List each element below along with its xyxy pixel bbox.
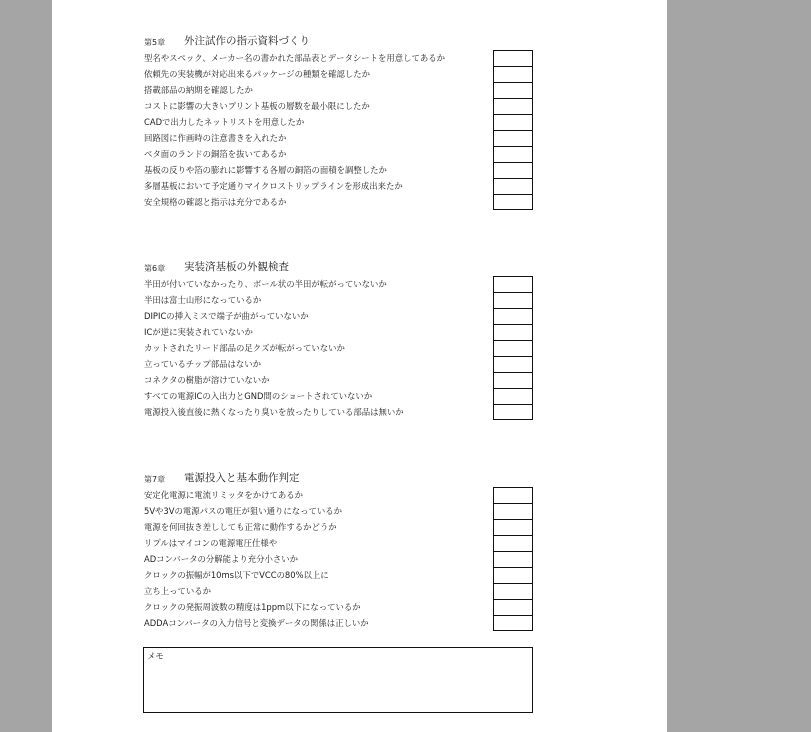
checkbox-cell[interactable] [493, 130, 533, 146]
checklist-item-text: ICが逆に実装されていないか [144, 327, 253, 337]
checklist-row [144, 356, 533, 372]
checklist-item-text: 多層基板において予定通りマイクロストリップラインを形成出来たか [144, 181, 403, 191]
checkbox-cell[interactable] [493, 66, 533, 82]
checkbox-cell[interactable] [493, 276, 533, 292]
checklist-row [144, 98, 533, 114]
checkbox-cell[interactable] [493, 404, 533, 420]
checklist-rows [144, 276, 533, 420]
checklist-row [144, 404, 533, 420]
checklist-row [144, 50, 533, 66]
checkbox-cell[interactable] [493, 292, 533, 308]
checkbox-cell[interactable] [493, 599, 533, 615]
checkbox-cell[interactable] [493, 340, 533, 356]
checklist-rows [144, 50, 533, 210]
checklist-item-text: すべての電源ICの入出力とGND間のショートされていないか [144, 391, 373, 401]
checklist-row [144, 178, 533, 194]
checklist-row [144, 583, 533, 599]
checkbox-cell[interactable] [493, 535, 533, 551]
checklist-row [144, 535, 533, 551]
checklist-section [144, 32, 533, 210]
checklist-item-text: カットされたリード部品の足クズが転がっていないか [144, 343, 345, 353]
checkbox-cell[interactable] [493, 615, 533, 631]
checklist-row [144, 66, 533, 82]
checklist-item-text: 基板の反りや箔の膨れに影響する各層の銅箔の面積を調整したか [144, 165, 387, 175]
checklist-item-text: ADDAコンバータの入力信号と変換データの関係は正しいか [144, 618, 369, 628]
checklist-row [144, 308, 533, 324]
memo-label: メモ [147, 651, 164, 661]
checkbox-cell[interactable] [493, 551, 533, 567]
checklist-row [144, 567, 533, 583]
checkbox-cell[interactable] [493, 98, 533, 114]
checkbox-cell[interactable] [493, 308, 533, 324]
checklist-item-text: 搭載部品の納期を確認したか [144, 85, 253, 95]
checklist-item-text: CADで出力したネットリストを用意したか [144, 117, 305, 127]
checklist-row [144, 551, 533, 567]
checklist-item-text: ベタ面のランドの銅箔を抜いてあるか [144, 149, 287, 159]
checklist-item-text: コネクタの樹脂が溶けていないか [144, 375, 270, 385]
checklist-item-text: クロックの発振周波数の精度は1ppm以下になっているか [144, 602, 361, 612]
chapter-number: 第5章 [144, 38, 166, 47]
checklist-item-text: 型名やスペック、メーカー名の書かれた部品表とデータシートを用意してあるか [144, 53, 445, 63]
checklist-item-text: リプルはマイコンの電源電圧仕様や [144, 538, 278, 548]
section-header [144, 469, 533, 485]
memo-box[interactable] [143, 647, 533, 713]
checkbox-cell[interactable] [493, 146, 533, 162]
checklist-row [144, 615, 533, 631]
checklist-row [144, 324, 533, 340]
checkbox-cell[interactable] [493, 372, 533, 388]
checkbox-cell[interactable] [493, 356, 533, 372]
checklist-section [144, 258, 533, 420]
checklist-row [144, 388, 533, 404]
checklist-row [144, 194, 533, 210]
checkbox-cell[interactable] [493, 50, 533, 66]
checkbox-cell[interactable] [493, 114, 533, 130]
checklist-row [144, 292, 533, 308]
checkbox-cell[interactable] [493, 178, 533, 194]
section-title: 実装済基板の外観検査 [184, 261, 289, 273]
checkbox-cell[interactable] [493, 487, 533, 503]
checklist-item-text: クロックの振幅が10ms以下でVCCの80%以上に [144, 570, 329, 580]
checklist-item-text: 電源を何回抜き差ししても正常に動作するかどうか [144, 522, 337, 532]
checklist-row [144, 372, 533, 388]
checklist-row [144, 130, 533, 146]
checklist-row [144, 519, 533, 535]
checklist-row [144, 503, 533, 519]
document-page [52, 0, 667, 732]
checkbox-cell[interactable] [493, 388, 533, 404]
checklist-item-text: 5Vや3Vの電源パスの電圧が狙い通りになっているか [144, 506, 342, 516]
checkbox-cell[interactable] [493, 503, 533, 519]
checklist-item-text: 回路図に作画時の注意書きを入れたか [144, 133, 287, 143]
checkbox-cell[interactable] [493, 194, 533, 210]
checklist-row [144, 162, 533, 178]
section-header [144, 258, 533, 274]
checklist-row [144, 82, 533, 98]
checkbox-cell[interactable] [493, 82, 533, 98]
checklist-item-text: 半田が付いていなかったり、ボール状の半田が転がっていないか [144, 279, 387, 289]
checklist-section [144, 469, 533, 631]
chapter-number: 第6章 [144, 264, 166, 273]
checklist-row [144, 599, 533, 615]
checklist-item-text: コストに影響の大きいプリント基板の層数を最小限にしたか [144, 101, 370, 111]
checklist-row [144, 146, 533, 162]
checklist-row [144, 487, 533, 503]
checklist-item-text: ADコンバータの分解能より充分小さいか [144, 554, 298, 564]
checkbox-cell[interactable] [493, 567, 533, 583]
checklist-item-text: 安定化電源に電流リミッタをかけてあるか [144, 490, 303, 500]
checkbox-cell[interactable] [493, 519, 533, 535]
checkbox-cell[interactable] [493, 162, 533, 178]
checklist-item-text: 立ち上っているか [144, 586, 211, 596]
checklist-item-text: 電源投入後直後に熱くなったり臭いを放ったりしている部品は無いか [144, 407, 404, 417]
chapter-number: 第7章 [144, 475, 166, 484]
section-header [144, 32, 533, 48]
checkbox-cell[interactable] [493, 583, 533, 599]
checklist-item-text: DIPICの挿入ミスで端子が曲がっていないか [144, 311, 309, 321]
checklist-row [144, 114, 533, 130]
checkbox-cell[interactable] [493, 324, 533, 340]
section-title: 外注試作の指示資料づくり [184, 35, 310, 47]
section-title: 電源投入と基本動作判定 [184, 472, 300, 484]
checklist-item-text: 立っているチップ部品はないか [144, 359, 261, 369]
checklist-row [144, 340, 533, 356]
checklist-item-text: 半田は富士山形になっているか [144, 295, 262, 305]
checklist-item-text: 依頼先の実装機が対応出来るパッケージの種類を確認したか [144, 69, 370, 79]
checklist-row [144, 276, 533, 292]
checklist-rows [144, 487, 533, 631]
checklist-item-text: 安全規格の確認と指示は充分であるか [144, 197, 287, 207]
